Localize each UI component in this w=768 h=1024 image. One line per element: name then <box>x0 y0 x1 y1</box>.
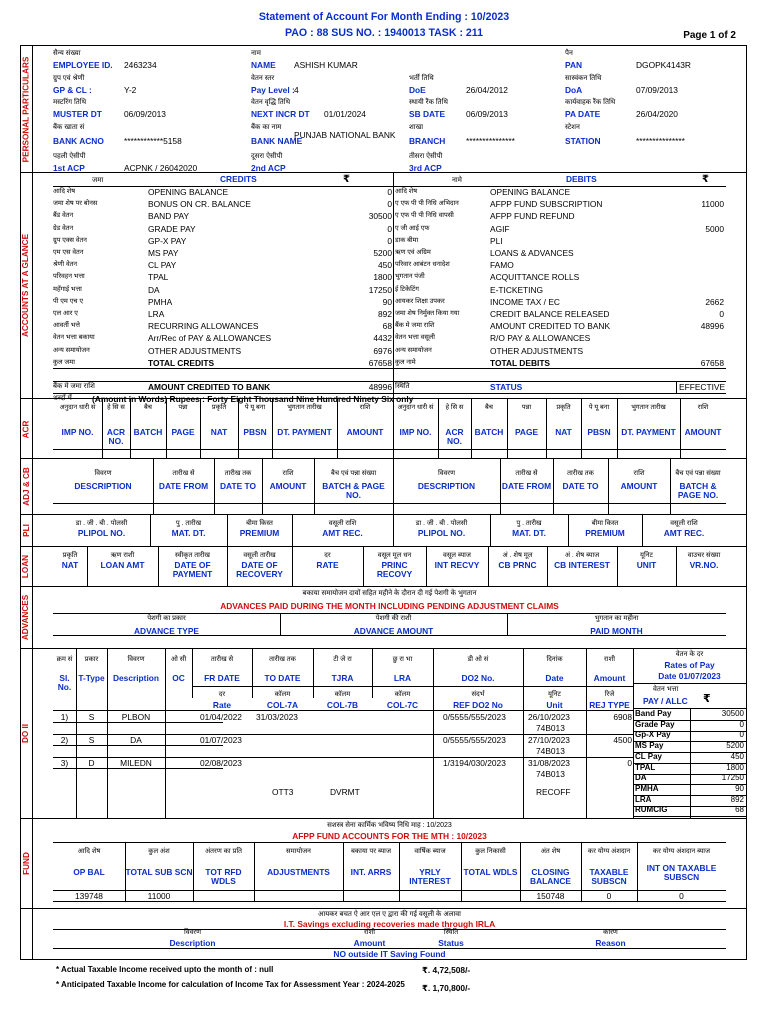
pay-value-4: 450 <box>730 751 744 761</box>
pay-label-4: CL Pay <box>635 751 662 761</box>
debit-hi-6: परिवार आबंटन धनादेश <box>395 261 450 269</box>
pay-value-6: 17250 <box>721 773 744 783</box>
doii-col-7: LRA <box>393 673 412 683</box>
footnote-actual-income: * Actual Taxable Income received upto the month of : null <box>56 965 274 974</box>
doii-row-from: 01/04/2022 <box>200 712 242 722</box>
nextincr-value: 01/01/2024 <box>324 109 366 119</box>
pay-label-0: Band Pay <box>635 709 672 718</box>
credit-value-6: 450 <box>378 260 392 271</box>
loan-col-1: LOAN AMT <box>100 560 145 570</box>
acp1-value: ACPNK / 26042020 <box>124 163 198 173</box>
doii-row-date: 27/10/2023 <box>528 735 570 745</box>
acr-col-4: NAT <box>555 427 572 437</box>
pay-label-1: Grade Pay <box>635 719 675 729</box>
rupee-pay-icon: ₹ <box>703 693 711 705</box>
credit-hi-7: परिवहन भत्ता <box>53 273 85 281</box>
credit-value-4: 0 <box>387 235 392 246</box>
pli-col-2: PREMIUM <box>239 528 280 538</box>
debit-label-13: OTHER ADJUSTMENTS <box>490 345 584 356</box>
doii-row-to: 31/03/2023 <box>256 712 298 722</box>
fund-val-9: 0 <box>679 891 684 901</box>
credit-label-1: BONUS ON CR. BALANCE <box>148 199 251 210</box>
rates-of-pay-title: Rates of Pay <box>664 660 715 670</box>
adj-col-3: AMOUNT <box>269 481 307 491</box>
employee-id: 2463234 <box>124 60 157 70</box>
name-label: NAME <box>251 60 276 70</box>
muster-label: MUSTER DT <box>53 109 102 119</box>
doii-row-amt: 4500 <box>613 735 632 745</box>
loan-col-0: NAT <box>61 560 79 570</box>
debit-hi-5: ऋण एवं अग्रिम <box>395 249 431 256</box>
doii-row-from: 02/08/2023 <box>200 758 242 768</box>
credit-hi-2: बैंड वेतन <box>53 212 74 220</box>
doii-col-1: T-Type <box>78 673 105 683</box>
padate-value: 26/04/2020 <box>636 109 678 119</box>
pli-col-1: MAT. DT. <box>171 528 206 538</box>
debit-hi-8: ई टिकेटिंग <box>395 285 419 293</box>
pli-col-3: AMT REC. <box>663 528 705 538</box>
doii-row-date: 26/10/2023 <box>528 712 570 722</box>
it-col-2: Status <box>438 938 464 948</box>
doii-row-sl: 2) <box>60 735 69 745</box>
doii-row-unit: 74B013 <box>536 746 565 756</box>
actual-income-value: ₹. 4,72,508/- <box>422 965 471 975</box>
fund-col-9: INT ON TAXABLE SUBSCN <box>646 863 717 882</box>
credit-hi-4: ग्रुप एक्स वेतन <box>53 236 87 244</box>
station-value: *************** <box>636 136 685 146</box>
doii-row-unit: 74B013 <box>536 769 565 779</box>
pli-col-3: AMT REC. <box>322 528 363 538</box>
pay-value-1: 0 <box>739 719 744 729</box>
fund-val-7: 150748 <box>536 891 565 901</box>
credit-hi-12: वेतन भत्ता बकाया <box>53 334 95 342</box>
doii-row-type: S <box>88 735 95 745</box>
nextincr-label: NEXT INCR DT <box>251 109 310 119</box>
fund-title: AFPP FUND ACCOUNTS FOR THE MTH : 10/2023 <box>292 831 487 841</box>
pay-allc-label: PAY / ALLC <box>643 696 688 706</box>
debit-label-4: PLI <box>490 235 503 246</box>
debit-value-10: 0 <box>719 309 724 319</box>
bank-credit-value: 48996 <box>368 382 392 392</box>
credit-value-1: 0 <box>387 199 392 210</box>
debit-hi-2: ए एफ पी पी निधि वापसी <box>395 212 454 220</box>
pli-col-0: PLIPOL NO. <box>417 528 466 538</box>
debit-value-14: 67658 <box>700 357 724 368</box>
advances-title: ADVANCES PAID DURING THE MONTH INCLUDING PENDING ADJUSTMENT CLAIMS <box>220 601 559 611</box>
debit-label-12: R/O PAY & ALLOWANCES <box>490 333 591 344</box>
pay-value-9: 68 <box>735 805 744 815</box>
pan-value: DGOPK4143R <box>636 60 691 70</box>
loan-col-7: CB PRNC <box>498 560 537 570</box>
padate-label: PA DATE <box>565 109 601 119</box>
rupee-debit-icon: ₹ <box>702 174 709 185</box>
bankname-value: PUNJAB NATIONAL BANK <box>294 130 396 140</box>
debit-label-6: FAMO <box>490 260 514 271</box>
credit-label-11: RECURRING ALLOWANCES <box>148 321 259 332</box>
pay-value-3: 5200 <box>726 741 744 751</box>
doii-col2-5: Unit <box>546 700 563 710</box>
loan-col-3: DATE OF RECOVERY <box>236 560 283 579</box>
credit-value-13: 6976 <box>373 345 392 356</box>
acr-col-2: BATCH <box>474 427 504 437</box>
doii-row-sl: 3) <box>60 758 69 768</box>
pay-label-5: TPAL <box>635 762 656 772</box>
fund-col-8: TAXABLE SUBSCN <box>589 867 629 886</box>
debit-label-11: AMOUNT CREDITED TO BANK <box>490 321 611 332</box>
doii-row-desc: PLBON <box>121 712 151 722</box>
acr-col-3: PAGE <box>514 427 539 437</box>
section-advances: ADVANCES <box>21 594 31 640</box>
adj-col-0: DESCRIPTION <box>417 481 476 491</box>
credit-value-2: 30500 <box>368 211 392 222</box>
doii-col-0: Sl. No. <box>57 673 72 692</box>
credit-hi-11: आवर्ती भत्ते <box>53 322 80 330</box>
acr-col-1: ACR NO. <box>445 427 464 446</box>
acr-col-1: ACR NO. <box>106 427 126 446</box>
adj-col-4: BATCH & PAGE NO. <box>322 481 385 500</box>
loan-col-8: CB INTEREST <box>554 560 610 570</box>
debit-label-5: LOANS & ADVANCES <box>490 248 574 258</box>
pay-value-0: 30500 <box>721 709 744 718</box>
credit-hi-6: श्रेणी वेतन <box>53 261 78 269</box>
pay-label-6: DA <box>635 773 647 783</box>
bank-credit-label: AMOUNT CREDITED TO BANK <box>148 382 271 392</box>
credit-label-6: CL PAY <box>148 260 177 271</box>
credit-value-9: 90 <box>382 296 392 307</box>
debit-label-1: AFPP FUND SUBSCRIPTION <box>490 199 603 210</box>
debits-heading: DEBITS <box>566 174 597 184</box>
credit-label-5: MS PAY <box>148 248 179 258</box>
acr-col-7: AMOUNT <box>346 427 384 437</box>
doii-col-8: DO2 No. <box>461 673 495 683</box>
doii-row-ref: 0/5555/555/2023 <box>443 735 506 745</box>
credit-label-14: TOTAL CREDITS <box>148 357 215 368</box>
doii-col2-0: Rate <box>212 700 232 710</box>
credit-value-12: 4432 <box>373 333 392 344</box>
doe-value: 26/04/2012 <box>466 85 508 95</box>
pay-label-7: PMHA <box>635 783 659 793</box>
pli-col-2: PREMIUM <box>585 528 625 538</box>
acr-col-6: DT. PAYMENT <box>277 427 332 437</box>
acr-col-0: IMP NO. <box>61 427 94 437</box>
gpcl-value: Y-2 <box>124 85 137 95</box>
bankacno-value: ************5158 <box>124 136 182 146</box>
credit-label-8: DA <box>148 284 160 295</box>
adj-col-3: AMOUNT <box>620 481 658 491</box>
doii-row-ref: 1/3194/030/2023 <box>443 758 506 768</box>
adj-col-1: DATE FROM <box>501 481 552 491</box>
adj-col-2: DATE TO <box>220 481 256 491</box>
it-col-0: Description <box>169 938 216 948</box>
debit-hi-3: ए जी आई एफ <box>395 224 430 232</box>
debit-hi-12: वेतन भत्ता वसूली <box>395 334 435 342</box>
credit-hi-5: एम एस वेतन <box>53 249 84 256</box>
credit-label-12: Arr/Rec of PAY & ALLOWANCES <box>148 333 272 344</box>
doii-row-desc: MILEDN <box>120 758 152 768</box>
paylevel-label: Pay Level : <box>251 85 295 95</box>
pay-value-2: 0 <box>739 730 744 740</box>
advances-col-0: ADVANCE TYPE <box>134 626 199 636</box>
pay-label-2: Gp-X Pay <box>635 730 671 740</box>
credit-label-3: GRADE PAY <box>148 223 196 234</box>
credit-label-13: OTHER ADJUSTMENTS <box>148 345 242 356</box>
status-value: EFFECTIVE <box>679 382 726 392</box>
credit-label-0: OPENING BALANCE <box>148 187 229 197</box>
credit-hi-9: पी एम एच ए <box>53 297 84 305</box>
status-label: STATUS <box>490 382 523 392</box>
branch-value: *************** <box>466 136 515 146</box>
credits-heading: CREDITS <box>220 174 257 184</box>
section-adjcb: ADJ & CB <box>21 466 31 506</box>
credit-value-3: 0 <box>387 223 392 234</box>
acr-col-5: PBSN <box>243 427 267 437</box>
credit-label-4: GP-X PAY <box>148 235 187 246</box>
fund-col-4: INT. ARRS <box>350 867 392 877</box>
pay-value-7: 90 <box>735 783 744 793</box>
anticipated-income-value: ₹. 1,70,800/- <box>422 983 471 993</box>
doii-row-ref: 0/5555/555/2023 <box>443 712 506 722</box>
debit-label-9: INCOME TAX / EC <box>490 296 560 307</box>
fund-val-0: 139748 <box>75 891 103 901</box>
fund-col-3: ADJUSTMENTS <box>267 867 330 877</box>
section-fund: FUND <box>21 851 31 875</box>
section-acr: ACR <box>21 420 31 438</box>
advances-col-2: PAID MONTH <box>590 626 643 636</box>
acr-col-0: IMP NO. <box>399 427 432 437</box>
loan-col-10: VR.NO. <box>689 560 719 570</box>
it-savings-title: I.T. Savings excluding recoveries made through IRLA <box>283 919 496 929</box>
credit-hi-14: कुल जमा <box>53 358 75 366</box>
pan-label: PAN <box>565 60 583 70</box>
advances-col-1: ADVANCE AMOUNT <box>353 626 434 636</box>
adj-col-4: BATCH & PAGE NO. <box>677 481 719 500</box>
loan-col-4: RATE <box>316 560 339 570</box>
no-it-saving: NO outside IT Saving Found <box>333 949 446 959</box>
debit-label-3: AGIF <box>490 223 510 234</box>
adj-col-2: DATE TO <box>562 481 599 491</box>
acr-col-2: BATCH <box>133 427 163 437</box>
acp3-label: 3rd ACP <box>409 163 442 173</box>
credit-hi-13: अन्य समायोजन <box>53 346 90 354</box>
doii-col-4: FR DATE <box>204 673 240 683</box>
doe-label: DoE <box>409 85 426 95</box>
rupee-credit-icon: ₹ <box>343 174 350 185</box>
page-number: Page 1 of 2 <box>683 30 736 41</box>
credit-label-2: BAND PAY <box>148 211 190 222</box>
doii-col-3: OC <box>172 673 185 683</box>
it-col-3: Reason <box>595 938 626 948</box>
doii-col-6: TJRA <box>331 673 354 683</box>
debit-hi-1: ए एफ पी पी निधि अभिदान <box>395 200 459 208</box>
acr-col-5: PBSN <box>587 427 611 437</box>
doii-col2-1: COL-7A <box>266 700 299 710</box>
branch-label: BRANCH <box>409 136 446 146</box>
doii-row-amt: 0 <box>627 758 632 768</box>
fund-col-1: TOTAL SUB SCN <box>125 867 193 877</box>
credit-label-7: TPAL <box>148 272 169 283</box>
debit-label-14: TOTAL DEBITS <box>490 357 551 368</box>
pay-value-8: 892 <box>730 794 744 804</box>
loan-col-5: PRINC RECOVY <box>376 560 413 579</box>
pli-col-1: MAT. DT. <box>512 528 546 538</box>
section-pli: PLI <box>21 523 31 537</box>
section-doii: DO II <box>21 723 31 743</box>
credit-value-10: 892 <box>378 309 392 319</box>
debit-label-8: E-TICKETING <box>490 284 544 295</box>
loan-col-6: INT RECVY <box>434 560 480 570</box>
credit-hi-3: ग्रेड वेतन <box>53 224 74 232</box>
page-title: Statement of Account For Month Ending : 10/2023 <box>258 11 510 23</box>
bankname-label: BANK NAME <box>251 136 303 146</box>
credit-hi-10: एल आर ए <box>53 310 78 317</box>
fund-col-7: CLOSING BALANCE <box>530 867 571 886</box>
loan-col-2: DATE OF PAYMENT <box>172 560 213 579</box>
ott3-label: OTT3 <box>272 787 294 797</box>
employee-id-label: EMPLOYEE ID. <box>53 60 113 70</box>
pay-label-9: RUMCIG <box>635 805 668 815</box>
loan-col-9: UNIT <box>636 560 657 570</box>
debit-value-11: 48996 <box>700 321 724 332</box>
doii-row-sl: 1) <box>60 712 69 722</box>
fund-col-0: OP BAL <box>73 867 105 877</box>
acr-col-6: DT. PAYMENT <box>621 427 676 437</box>
credit-value-14: 67658 <box>368 357 392 368</box>
credit-value-0: 0 <box>387 187 392 197</box>
doa-value: 07/09/2013 <box>636 85 678 95</box>
credit-value-5: 5200 <box>373 248 392 258</box>
adj-col-0: DESCRIPTION <box>74 481 132 491</box>
credit-value-7: 1800 <box>373 272 392 283</box>
doii-col2-2: COL-7B <box>326 700 359 710</box>
page-subtitle: PAO : 88 SUS NO. : 1940013 TASK : 211 <box>284 27 484 39</box>
acp2-label: 2nd ACP <box>251 163 286 173</box>
gpcl-label: GP & CL : <box>53 85 92 95</box>
paylevel-value: 4 <box>294 85 299 95</box>
acr-col-3: PAGE <box>171 427 195 437</box>
sbdate-value: 06/09/2013 <box>466 109 508 119</box>
doii-col2-6: REJ TYPE <box>589 700 630 710</box>
dvrmt-label: DVRMT <box>330 787 360 797</box>
credit-label-10: LRA <box>148 309 165 319</box>
doii-row-date: 31/08/2023 <box>528 758 570 768</box>
doii-row-amt: 6908 <box>613 712 632 722</box>
doii-col2-4: REF DO2 No <box>453 700 503 710</box>
rates-of-pay-date: Date 01/07/2023 <box>658 671 721 681</box>
doii-row-type: S <box>88 712 95 722</box>
debit-hi-11: बैंक मे जमा राशि <box>395 322 435 330</box>
debit-hi-4: डाक बीमा <box>395 236 419 244</box>
debit-label-10: CREDIT BALANCE RELEASED <box>490 309 610 319</box>
credit-hi-1: जमा शेष पर बोनस <box>53 200 98 208</box>
bankacno-label: BANK ACNO <box>53 136 104 146</box>
credit-value-11: 68 <box>382 321 392 332</box>
credit-hi-0: आदि शेष <box>53 188 76 195</box>
muster-value: 06/09/2013 <box>124 109 166 119</box>
doii-col2-3: COL-7C <box>386 700 419 710</box>
debit-hi-9: आयकर शिक्षा उपकर <box>395 297 445 305</box>
debit-hi-13: अन्य समायोजन <box>395 346 432 354</box>
credit-value-8: 17250 <box>368 284 392 295</box>
debit-value-9: 2662 <box>705 296 724 307</box>
amount-in-words: (Amount in Words) Rupees : Forty Eight Thousand Nine Hundred Ninety Six only <box>92 394 414 404</box>
fund-col-2: TOT RFD WDLS <box>205 867 242 886</box>
it-col-1: Amount <box>353 938 386 948</box>
acr-col-4: NAT <box>210 427 228 437</box>
debit-label-2: AFPP FUND REFUND <box>490 211 575 222</box>
debit-value-1: 11000 <box>701 199 724 210</box>
section-personal: PERSONAL PARTICULARS <box>21 56 31 162</box>
sbdate-label: SB DATE <box>409 109 446 119</box>
debit-hi-0: आदि शेष <box>395 188 418 195</box>
acp1-label: 1st ACP <box>53 163 85 173</box>
doii-row-desc: DA <box>130 735 142 745</box>
section-accounts: ACCOUNTS AT A GLANCE <box>21 233 31 337</box>
doii-col-2: Description <box>112 673 160 683</box>
adj-col-1: DATE FROM <box>158 481 209 491</box>
recoff-label: RECOFF <box>536 787 571 797</box>
pay-label-8: LRA <box>635 794 652 804</box>
employee-name: ASHISH KUMAR <box>294 60 358 70</box>
doii-col-9: Date <box>545 673 564 683</box>
debit-hi-7: भुगतान पंजी <box>395 273 425 281</box>
station-label: STATION <box>565 136 601 146</box>
doii-col-10: Amount <box>593 673 626 683</box>
credit-label-9: PMHA <box>148 296 173 307</box>
debit-value-3: 5000 <box>705 223 724 234</box>
doii-row-from: 01/07/2023 <box>200 735 242 745</box>
fund-val-8: 0 <box>606 891 612 901</box>
pli-col-0: PLIPOL NO. <box>77 528 126 538</box>
fund-col-6: TOTAL WDLS <box>463 867 518 877</box>
doii-row-unit: 74B013 <box>536 723 565 733</box>
credit-hi-8: महँगाई भत्ता <box>53 285 82 293</box>
footnote-anticipated-income: * Anticipated Taxable Income for calculation of Income Tax for Assessment Year : 2024-2025 <box>56 980 405 989</box>
doii-col-5: TO DATE <box>264 673 301 683</box>
debit-hi-10: जमा शेष निर्मुक्त किया गया <box>395 310 460 317</box>
doa-label: DoA <box>565 85 583 95</box>
fund-col-5: YRLY INTEREST <box>409 867 451 886</box>
acr-col-7: AMOUNT <box>684 427 722 437</box>
pay-value-5: 1800 <box>726 762 744 772</box>
pay-label-3: MS Pay <box>635 741 664 751</box>
debit-label-0: OPENING BALANCE <box>490 187 571 197</box>
debit-hi-14: कुल नामे <box>395 358 416 366</box>
fund-val-1: 11000 <box>147 891 171 901</box>
doii-row-type: D <box>88 758 95 768</box>
debit-label-7: ACQUITTANCE ROLLS <box>490 272 580 283</box>
section-loan: LOAN <box>21 554 31 578</box>
